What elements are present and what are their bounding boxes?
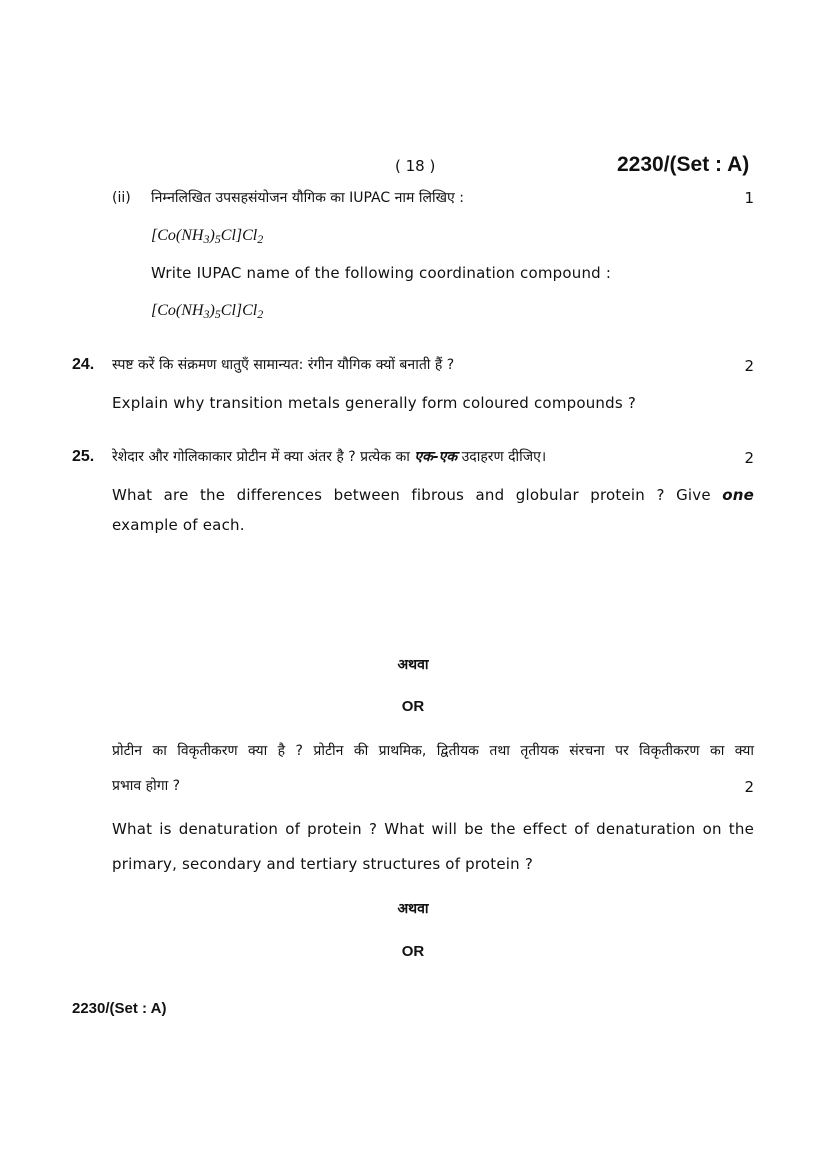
alt-question-hindi-line1: प्रोटीन का विकृतीकरण क्या है ? प्रोटीन की प्राथमिक, द्वितीयक तथा तृतीयक संरचना पर विकृतीकरण का क्या: [112, 743, 754, 759]
or-hindi-2: अथवा: [397, 901, 429, 917]
alt-question-english-line2: primary, secondary and tertiary structures of protein ?: [112, 855, 533, 873]
sub-question-label: (ii): [112, 190, 131, 206]
q24-english-text: Explain why transition metals generally form coloured compounds ?: [112, 394, 637, 412]
q25-english-line2: example of each.: [112, 516, 245, 534]
q24-number: 24.: [72, 356, 95, 373]
or-english-1: OR: [401, 698, 425, 715]
q25-english-line1: What are the differences between fibrous and globular protein ? Give one: [112, 486, 754, 504]
q23-ii-marks: 1: [744, 189, 754, 207]
q24-marks: 2: [744, 357, 754, 375]
q24-hindi-text: स्पष्ट करें कि संक्रमण धातुएँ सामान्यत: रंगीन यौगिक क्यों बनाती हैं ?: [112, 357, 455, 373]
q23-ii-english-text: Write IUPAC name of the following coordination compound :: [151, 264, 612, 282]
q23-ii-hindi-text: निम्नलिखित उपसहसंयोजन यौगिक का IUPAC नाम लिखिए :: [151, 190, 464, 206]
q23-ii-formula-hindi: $[Co(NH_3)_5Cl]Cl_2$: [151, 227, 264, 246]
alt-question-english-line1: What is denaturation of protein ? What will be the effect of denaturation on the: [112, 820, 754, 838]
q25-number: 25.: [72, 448, 95, 465]
or-hindi-1: अथवा: [397, 657, 429, 673]
q23-ii-formula-english: $[Co(NH_3)_5Cl]Cl_2$: [151, 302, 264, 321]
or-english-2: OR: [401, 943, 425, 960]
q25-marks: 2: [744, 449, 754, 467]
page-number: ( 18 ): [395, 157, 436, 175]
paper-code-footer: 2230/(Set : A): [72, 1000, 167, 1017]
alt-question-marks: 2: [744, 778, 754, 796]
q25-hindi-text: रेशेदार और गोलिकाकार प्रोटीन में क्या अंतर है ? प्रत्येक का एक-एक उदाहरण दीजिए।: [112, 449, 547, 465]
paper-code-header: 2230/(Set : A): [617, 153, 750, 176]
alt-question-hindi-line2: प्रभाव होगा ?: [112, 778, 181, 794]
